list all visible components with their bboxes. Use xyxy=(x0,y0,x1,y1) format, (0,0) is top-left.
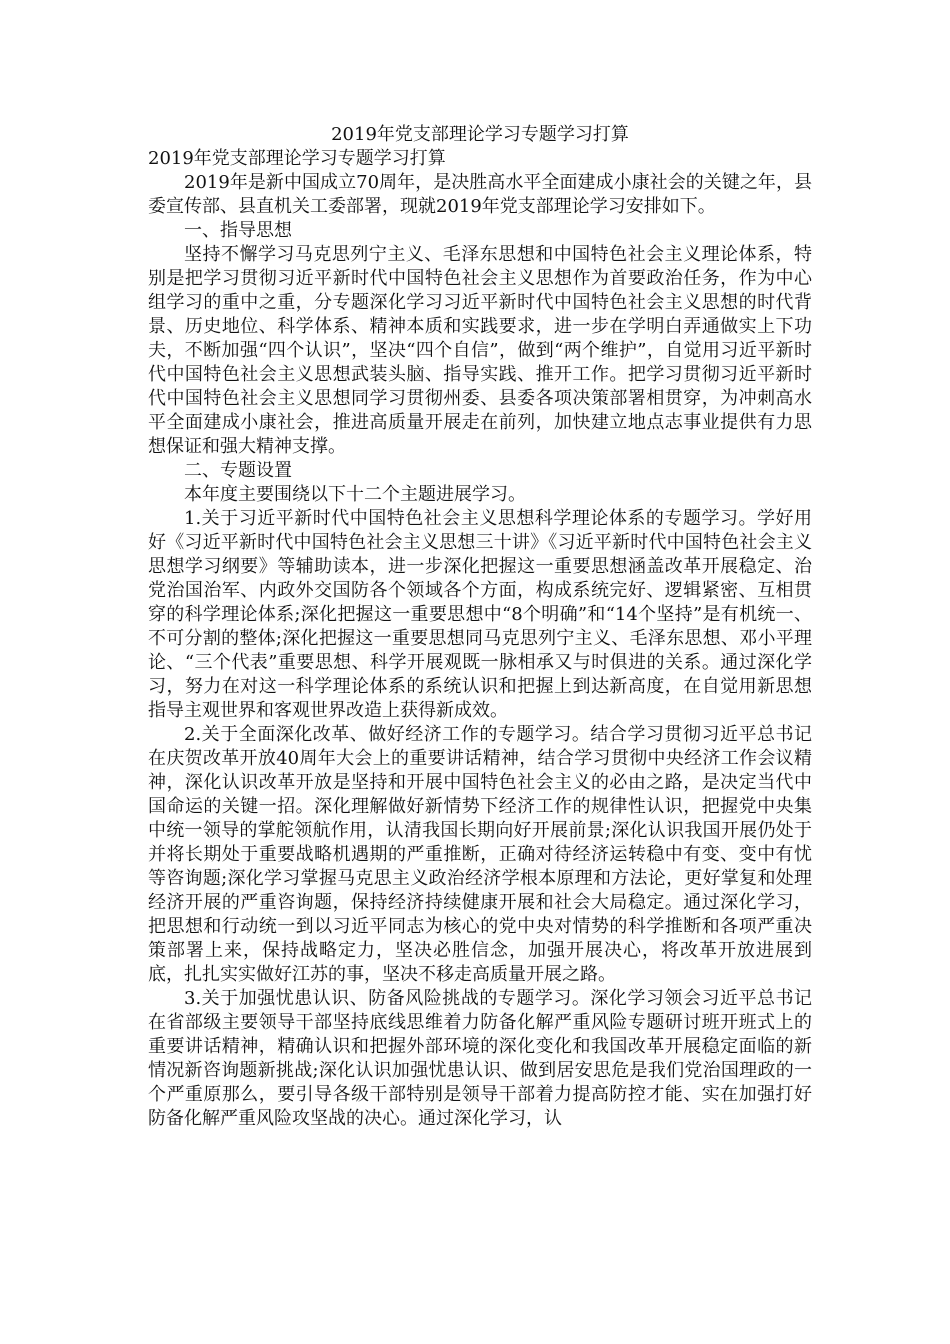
document-title: 2019年党支部理论学习专题学习打算 xyxy=(331,124,629,145)
section-heading-topics: 二、专题设置 xyxy=(184,460,292,481)
topic-item-3: 3.关于加强忧患认识、防备风险挑战的专题学习。深化学习领会习近平总书记在省部级主要领导干部坚持底线思维着力防备化解严重风险专题研讨班开班式上的重要讲话精神，精确认识和把握外部环境的深化变化和我国改革开展稳定面临的新情况新咨询题新挑战;深化认识加强忧患认识、做到居安思危是我们党治国理政的一个严重原那么，要引导各级干部特别是领导干部着力提高防控才能、实在加强打好防备化解严重风险攻坚战的决心。通过深化学习，认 xyxy=(148,988,812,1129)
topics-intro-paragraph: 本年度主要围绕以下十二个主题进展学习。 xyxy=(184,484,526,505)
guiding-thought-paragraph: 坚持不懈学习马克思列宁主义、毛泽东思想和中国特色社会主义理论体系，特别是把学习贯彻习近平新时代中国特色社会主义思想作为首要政治任务，作为中心组学习的重中之重，分专题深化学习习近平新时代中国特色社会主义思想的时代背景、历史地位、科学体系、精神本质和实践要求，进一步在学明白弄通做实上下功夫，不断加强“四个认识”，坚决“四个自信”，做到“两个维护”，自觉用习近平新时代中国特色社会主义思想武装头脑、指导实践、推开工作。把学习贯彻习近平新时代中国特色社会主义思想同学习贯彻州委、县委各项决策部署相贯穿，为冲刺高水平全面建成小康社会，推进高质量开展走在前列，加快建立地点志事业提供有力思想保证和强大精神支撑。 xyxy=(148,244,812,457)
document-subtitle: 2019年党支部理论学习专题学习打算 xyxy=(148,148,446,169)
document-page xyxy=(148,123,812,1131)
intro-paragraph: 2019年是新中国成立70周年，是决胜高水平全面建成小康社会的关键之年，县委宣传部、县直机关工委部署，现就2019年党支部理论学习安排如下。 xyxy=(148,172,812,217)
topic-item-2: 2.关于全面深化改革、做好经济工作的专题学习。结合学习贯彻习近平总书记在庆贺改革开放40周年大会上的重要讲话精神，结合学习贯彻中央经济工作会议精神，深化认识改革开放是坚持和开展中国特色社会主义的必由之路，是决定当代中国命运的关键一招。深化理解做好新情势下经济工作的规律性认识，把握党中央集中统一领导的掌舵领航作用，认清我国长期向好开展前景;深化认识我国开展仍处于并将长期处于重要战略机遇期的严重推断，正确对待经济运转稳中有变、变中有忧等咨询题;深化学习掌握马克思主义政治经济学根本原理和方法论，更好掌复和处理经济开展的严重咨询题，保持经济持续健康开展和社会大局稳定。通过深化学习，把思想和行动统一到以习近平同志为核心的党中央对情势的科学推断和各项严重决策部署上来，保持战略定力，坚决必胜信念，加强开展决心，将改革开放进展到底，扎扎实实做好江苏的事，坚决不移走高质量开展之路。 xyxy=(148,724,812,985)
section-heading-guiding-thought: 一、指导思想 xyxy=(184,220,292,241)
topic-item-1: 1.关于习近平新时代中国特色社会主义思想科学理论体系的专题学习。学好用好《习近平新时代中国特色社会主义思想三十讲》《习近平新时代中国特色社会主义思想学习纲要》等辅助读本，进一步深化把握这一重要思想涵盖改革开展稳定、治党治国治军、内政外交国防各个领域各个方面，构成系统完好、逻辑紧密、互相贯穿的科学理论体系;深化把握这一重要思想中“8个明确”和“14个坚持”是有机统一、不可分割的整体;深化把握这一重要思想同马克思列宁主义、毛泽东思想、邓小平理论、“三个代表”重要思想、科学开展观既一脉相承又与时俱进的关系。通过深化学习，努力在对这一科学理论体系的系统认识和把握上到达新高度，在自觉用新思想指导主观世界和客观世界改造上获得新成效。 xyxy=(148,508,812,721)
